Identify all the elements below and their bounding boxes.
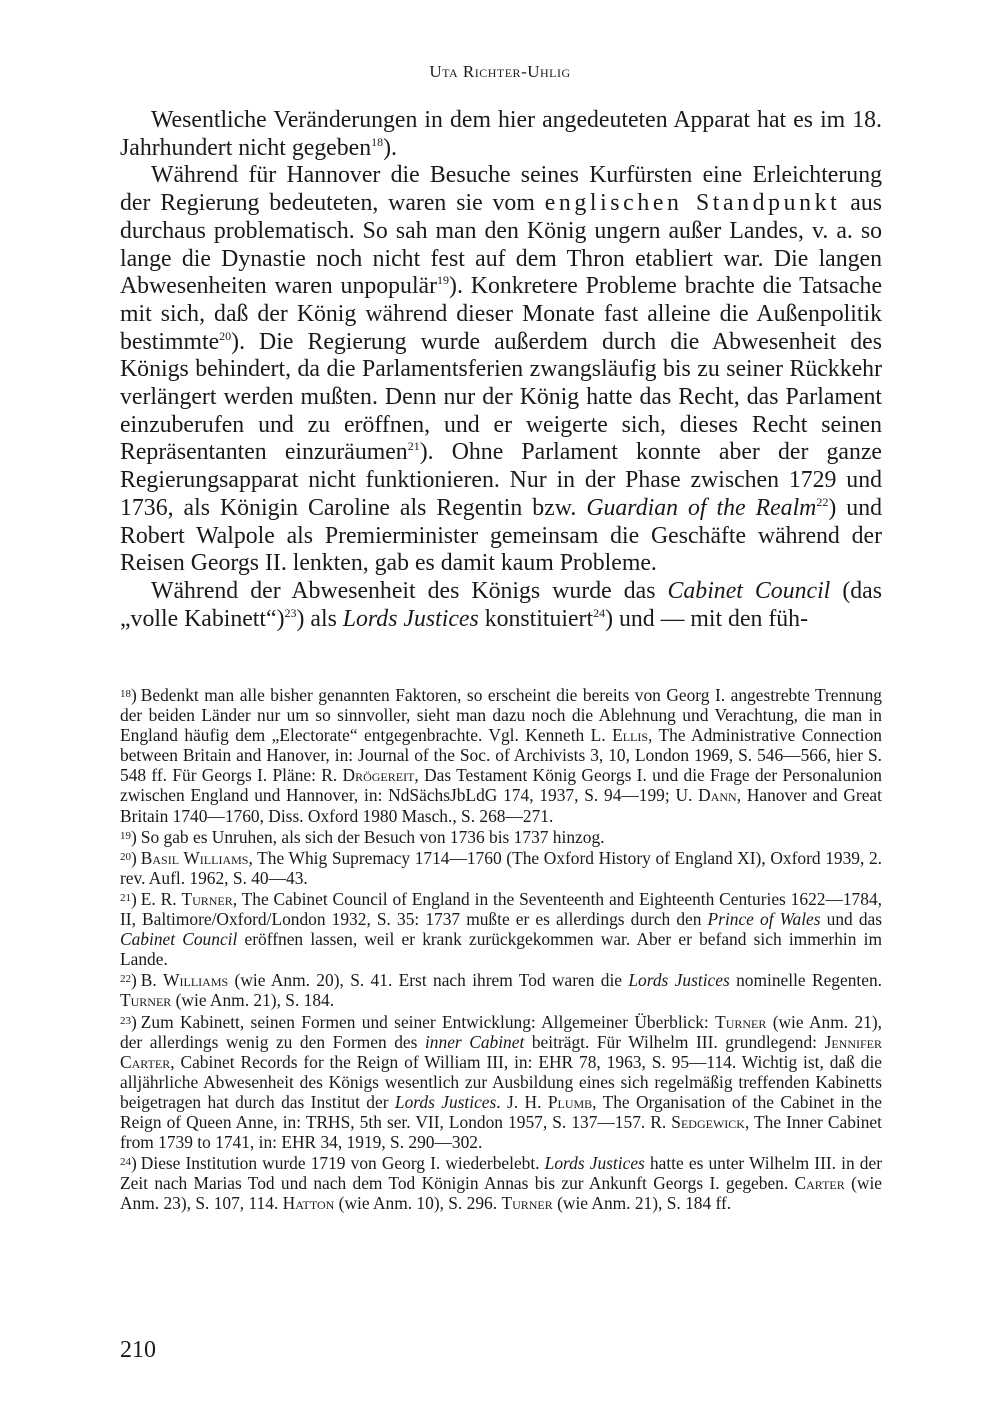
footnote-ref-21[interactable]: 21 — [407, 439, 420, 454]
footnote-18: $^{18}$) Bedenkt man alle bisher genannten Faktoren, so erscheint die bereits von Georg I. angestrebte Trennung der beiden Länder nur um so sinnvoller, sieht man dazu noch die Ablehnung und Verachtung, die man in England häufig dem „Electorate“ entgegenbrachte. Vgl. Kenneth L. Ellis, The Administrative Connection between Britain and Hanover, in: Journal of the Soc. of Archivists 3, 10, London 1969, S. 546—566, hier S. 548 ff. Für Georgs I. Pläne: R. Drögereit, Das Testament König Georgs I. und die Frage der Personalunion zwischen England und Hannover, in: NdSächsJbLdG 174, 1937, S. 94—199; U. Dann, Hanover and Great Britain 1740—1760, Diss. Oxford 1980 Masch., S. 268—271. — [120, 685, 882, 826]
footnote-20: $^{20}$) Basil Williams, The Whig Supremacy 1714—1760 (The Oxford History of England XI), Oxford 1939, 2. rev. Aufl. 1962, S. 40—43. — [120, 847, 883, 888]
paragraph-1: Wesentliche Veränderungen in dem hier angedeuteten Apparat hat es im 18. Jahrhundert nicht gegeben$^{18}$). — [120, 107, 882, 161]
paragraph-2: Während für Hannover die Besuche seines Kurfürsten eine Erleichterung der Regierung bedeuteten, waren sie vom englischen Standpunkt aus durchaus problematisch. So sah man den König ungern außer Landes, v. a. so lange die Dynastie noch nicht fest auf dem Thron etabliert war. Die langen Abwesenheiten waren unpopulär$^{19}$). Konkretere Probleme brachte die Tatsache mit sich, daß der König während dieser Monate fast alleine die Außenpolitik bestimmte$^{20}$). Die Regierung wurde außerdem durch die Abwesenheit des Königs behindert, da die Parlamentsferien zwangsläufig bis zu seiner Rückkehr verlängert werden mußten. Denn nur der König hatte das Recht, das Parlament einzuberufen und zu eröffnen, und er weigerte sich, dieses Recht seinen Repräsentanten einzuräumen$^{21}$). Ohne Parlament konnte aber der ganze Regierungsapparat nicht funktionieren. Nur in der Phase zwischen 1729 und 1736, als Königin Caroline als Regentin bzw. Guardian of the Realm$^{22}$) und Robert Walpole als Premierminister gemeinsam die Geschäfte während der Reisen Georgs II. lenkten, gab es damit kaum Probleme. — [120, 162, 883, 577]
footnote-number: 19 — [120, 829, 131, 842]
footnote-ref-22[interactable]: 22 — [816, 494, 829, 509]
footnote-number: 24 — [120, 1156, 131, 1169]
footnote-number: 20 — [120, 850, 131, 863]
footnote-number: 22 — [120, 973, 131, 986]
running-head — [0, 62, 1000, 82]
footnote-19: $^{19}$) So gab es Unruhen, als sich der Besuch von 1736 bis 1737 hinzog. — [120, 826, 605, 847]
footnote-22: $^{22}$) B. Williams (wie Anm. 20), S. 41. Erst nach ihrem Tod waren die Lords Justices nominelle Regenten. Turner (wie Anm. 21), S. 184. — [120, 970, 883, 1011]
footnote-number: 23 — [120, 1014, 131, 1027]
spaced-emphasis: englischen Standpunkt — [544, 190, 841, 217]
footnote-number: 21 — [120, 891, 131, 904]
italic-term: Lords Justices — [342, 605, 479, 632]
footnote-ref-19[interactable]: 19 — [437, 273, 450, 288]
footnote-ref-20[interactable]: 20 — [219, 328, 232, 343]
footnote-ref-23[interactable]: 23 — [284, 605, 297, 620]
footnote-23: $^{23}$) Zum Kabinett, seinen Formen und seiner Entwicklung: Allgemeiner Überblick: Turner (wie Anm. 21), der allerdings wenig zu den Formen des inner Cabinet beiträgt. Für Wilhelm III. grundlegend: Jennifer Carter, Cabinet Records for the Reign of William III, in: EHR 78, 1963, S. 95—114. Wichtig ist, daß die alljährliche Abwesenheit des Königs wesentlich zur Ausbildung eines sich regelmäßig treffenden Kabinetts beigetragen hat durch das Institut der Lords Justices. J. H. Plumb, The Organisation of the Cabinet in the Reign of Queen Anne, in: TRHS, 5th ser. VII, London 1957, S. 137—157. R. Sedgewick, The Inner Cabinet from 1739 to 1741, in: EHR 34, 1919, S. 290—302. — [120, 1011, 883, 1153]
page-number: 210 — [120, 1337, 156, 1363]
italic-term: Guardian of the Realm — [586, 494, 817, 521]
footnote-ref-18[interactable]: 18 — [371, 134, 384, 149]
footnotes — [120, 685, 882, 1214]
footnote-ref-24[interactable]: 24 — [593, 605, 606, 620]
paragraph-3: Während der Abwesenheit des Königs wurde das Cabinet Council (das „volle Kabinett“)$^{23}$) als Lords Justices konstituiert$^{24}$) und — mit den füh- — [120, 577, 882, 632]
italic-term: Cabinet Council — [667, 577, 831, 604]
running-head-author: Uta Richter-Uhlig — [429, 62, 571, 81]
main-text — [120, 107, 882, 633]
footnote-number: 18 — [120, 688, 131, 700]
footnote-21: $^{21}$) E. R. Turner, The Cabinet Council of England in the Seventeenth and Eighteenth Centuries 1622—1784, II, Baltimore/Oxford/London 1932, S. 35: 1737 mußte er es allerdings durch den Prince of Wales und das Cabinet Council eröffnen lassen, weil er krank zurückgekommen war. Aber er befand sich immerhin im Lande. — [120, 888, 883, 970]
footnote-24: $^{24}$) Diese Institution wurde 1719 von Georg I. wiederbelebt. Lords Justices hatte es unter Wilhelm III. in der Zeit nach Marias Tod und nach dem Tod Königin Annas bis zur Ankunft Georgs I. gegeben. Carter (wie Anm. 23), S. 107, 114. Hatton (wie Anm. 10), S. 296. Turner (wie Anm. 21), S. 184 ff. — [120, 1153, 882, 1214]
